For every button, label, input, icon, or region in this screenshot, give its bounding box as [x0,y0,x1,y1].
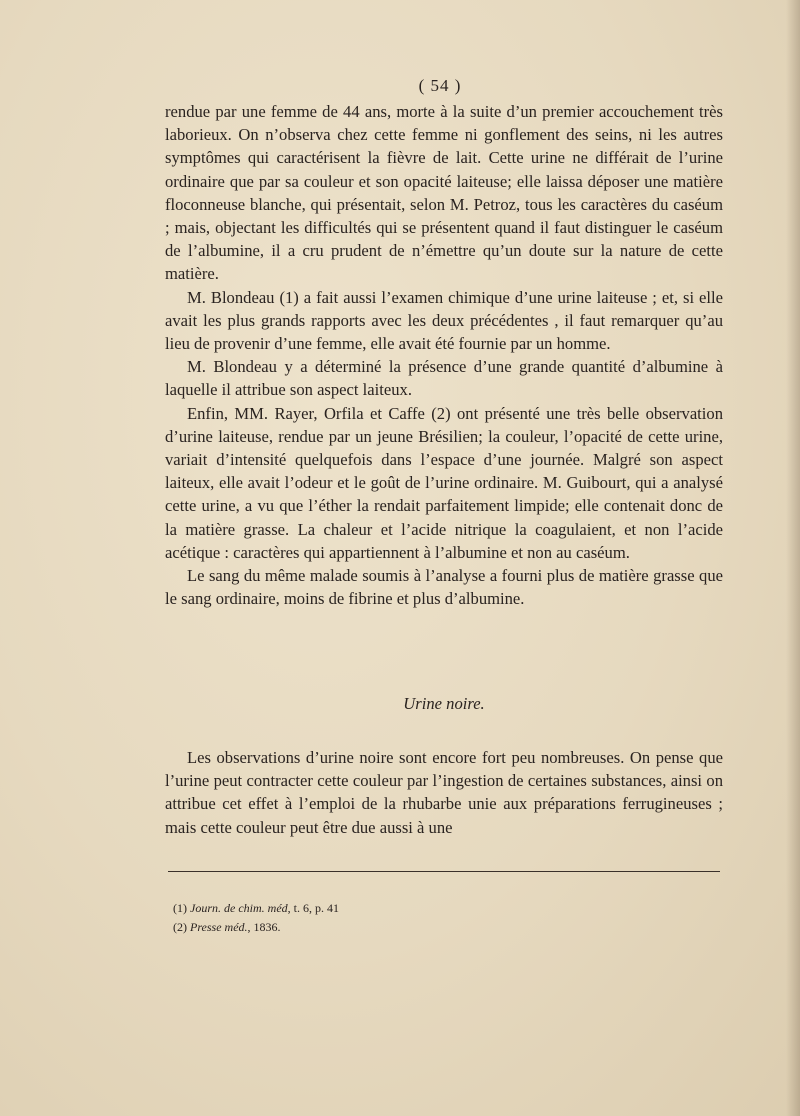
paragraph-blondeau-albumine: M. Blondeau y a déterminé la présence d’une grande quantité d’albumine à laquelle il attribue son aspect laiteux. [165,357,723,400]
paragraph-rayer-observation: Enfin, MM. Rayer, Orfila et Caffe (2) ont présenté une très belle observation d’urine laiteuse, rendue par un jeune Brésilien; la couleur, l’opacité de cette urine, variait d’intensité quelquefois dans l’espace d’une journée. Malgré son aspect laiteux, elle avait l’odeur et le goût de l’urine ordinaire. M. Guibourt, qui a analysé cette urine, a vu que l’éther la rendait parfaitement limpide; elle contenait donc de la matière grasse. La chaleur et l’acide nitrique la coagulaient, et non l’acide acétique : caractères qui appartiennent à l’albumine et non au caséum. [165,403,723,562]
paragraph-blondeau-exam: M. Blondeau (1) a fait aussi l’examen chimique d’une urine laiteuse ; et, si elle avait les plus grands rapports avec les deux précédentes , il faut remarquer qu’au lieu de provenir d’une femme, elle avait été fournie par un homme. [165,287,723,354]
page-number: ( 54 ) [418,76,462,95]
footnote-detail: , t. 6, p. 41 [287,901,339,915]
footnote-source: Journ. de chim. méd [190,901,288,915]
section-heading: Urine noire. [403,694,485,713]
paragraph-continuation: rendue par une femme de 44 ans, morte à la suite d’un premier accouchement très laborieux. On n’observa chez cette femme ni gonflement des seins, ni les autres symptômes qui caractérisent la fièvre de lait. Cette urine ne différait de l’urine ordinaire que par sa couleur et son opacité laiteuse; elle laissa déposer une matière floconneuse blanche, qui présentait, selon M. Petroz, tous les caractères du caséum ; mais, objectant les difficultés qui se présentent quand il faut distinguer le caséum de l’albumine, il a cru prudent de n’émettre qu’un doute sur la nature de cette matière. [165,102,723,284]
footnote-item [173,899,673,918]
body-text-bottom [165,746,723,839]
paragraph-urine-noire: Les observations d’urine noire sont encore fort peu nombreuses. On pense que l’urine peut contracter cette couleur par l’ingestion de certaines substances, ainsi on attribue cet effet à l’emploi de la rhubarbe unie aux préparations ferrugineuses ; mais cette couleur peut être due aussi à une [165,748,723,837]
footnote-divider [168,871,720,872]
body-text-top [165,100,723,610]
footnotes [173,899,673,937]
footnote-item [173,918,673,937]
footnote-mark: (2) [173,920,187,934]
footnote-detail: , 1836. [247,920,281,934]
footnote-mark: (1) [173,901,187,915]
footnote-source: Presse méd. [190,920,248,934]
paragraph-blood-analysis: Le sang du même malade soumis à l’analyse a fourni plus de matière grasse que le sang ordinaire, moins de fibrine et plus d’albumine. [165,566,723,609]
